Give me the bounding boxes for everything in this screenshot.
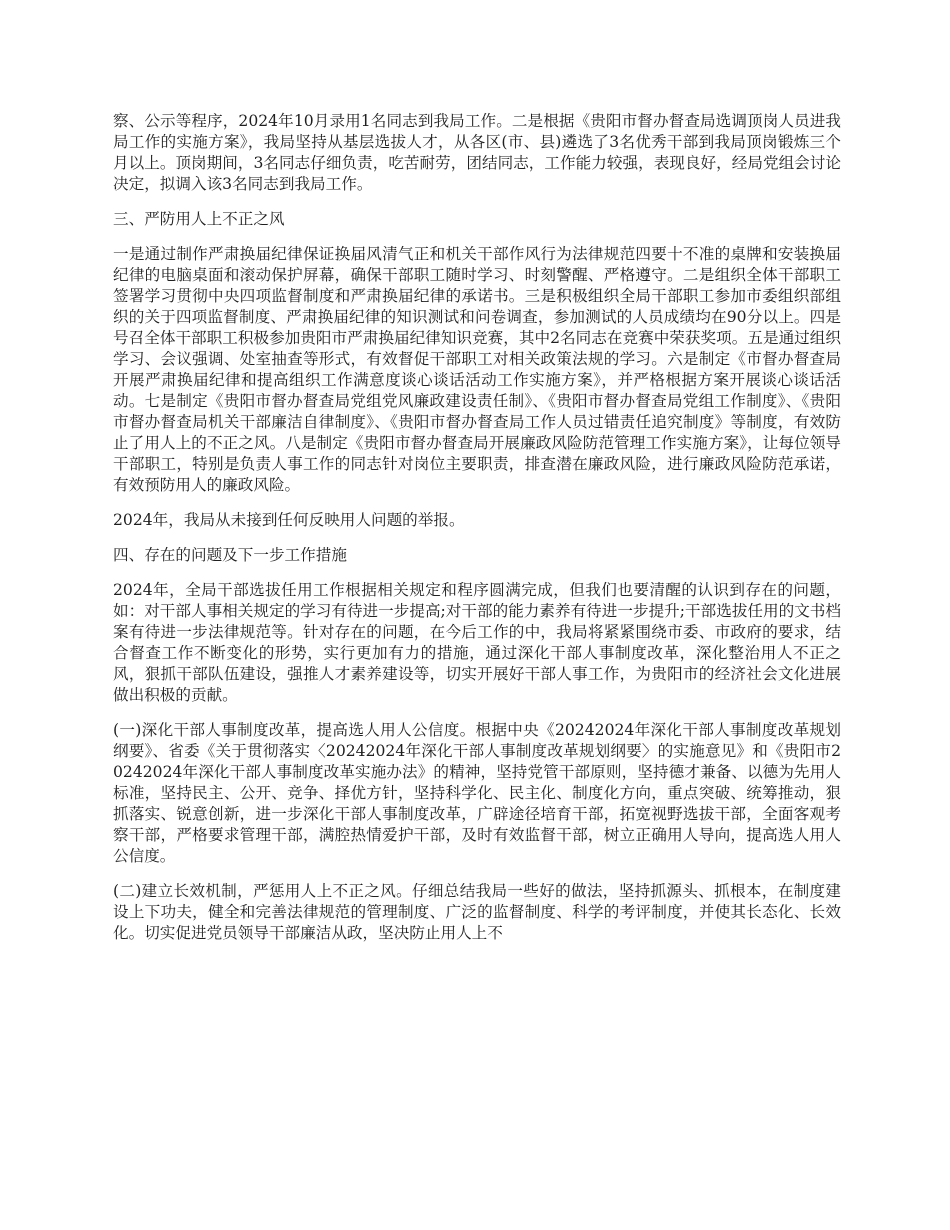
section-heading-4: 四、存在的问题及下一步工作措施: [113, 546, 347, 564]
paragraph-recruitment: 察、公示等程序，2024年10月录用1名同志到我局工作。二是根据《贵阳市督办督查局选调顶岗人员进我局工作的实施方案》，我局坚持从基层选拔人才，从各区(市、县)遴选了3名优秀干部到我局顶岗锻炼三个月以上。顶岗期间，3名同志仔细负责，吃苦耐劳，团结同志，工作能力较强，表现良好，经局党组会讨论决定，拟调入该3名同志到我局工作。: [113, 112, 842, 193]
paragraph-reform: (一)深化干部人事制度改革，提高选人用人公信度。根据中央《20242024年深化干部人事制度改革规划纲要》、省委《关于贯彻落实〈20242024年深化干部人事制度改革规划纲要〉的实施意见》和《贵阳市20242024年深化干部人事制度改革实施办法》的精神，坚持党管干部原则，坚持德才兼备、以德为先用人标准，坚持民主、公开、竞争、择优方针，坚持科学化、民主化、制度化方向，重点突破、统筹推动，狠抓落实、锐意创新，进一步深化干部人事制度改革，广辟途径培育干部，拓宽视野选拔干部，全面客观考察干部，严格要求管理干部，满腔热情爱护干部，及时有效监督干部，树立正确用人导向，提高选人用人公信度。: [113, 721, 841, 865]
paragraph-no-reports: 2024年，我局从未接到任何反映用人问题的举报。: [113, 511, 465, 529]
section-heading-3: 三、严防用人上不正之风: [113, 210, 285, 228]
paragraph-problems: 2024年，全局干部选拔任用工作根据相关规定和程序圆满完成，但我们也要清醒的认识到存在的问题，如：对干部人事相关规定的学习有待进一步提高;对干部的能力素养有待进一步提升;干部选拔任用的文书档案有待进一步法律规范等。针对存在的问题，在今后工作的中，我局将紧紧围绕市委、市政府的要求，结合督查工作不断变化的形势，实行更加有力的措施，通过深化干部人事制度改革，深化整治用人不正之风，狠抓干部队伍建设，强推人才素养建设等，切实开展好干部人事工作，为贵阳市的经济社会文化进展做出积极的贡献。: [113, 581, 841, 704]
paragraph-discipline-measures: 一是通过制作严肃换届纪律保证换届风清气正和机关干部作风行为法律规范四要十不准的桌牌和安装换届纪律的电脑桌面和滚动保护屏幕，确保干部职工随时学习、时刻警醒、严格遵守。二是组织全体干部职工签署学习贯彻中央四项监督制度和严肃换届纪律的承诺书。三是积极组织全局干部职工参加市委组织部组织的关于四项监督制度、严肃换届纪律的知识测试和问卷调查，参加测试的人员成绩均在90分以上。四是号召全体干部职工积极参加贵阳市严肃换届纪律知识竞赛，其中2名同志在竞赛中荣获奖项。五是通过组织学习、会议强调、处室抽查等形式，有效督促干部职工对相关政策法规的学习。六是制定《市督办督查局开展严肃换届纪律和提高组织工作满意度谈心谈话活动工作实施方案》，并严格根据方案开展谈心谈话活动。七是制定《贵阳市督办督查局党组党风廉政建设责任制》、《贵阳市督办督查局党组工作制度》、《贵阳市督办督查局机关干部廉洁自律制度》、《贵阳市督办督查局工作人员过错责任追究制度》等制度，有效防止了用人上的不正之风。八是制定《贵阳市督办督查局开展廉政风险防范管理工作实施方案》，让每位领导干部职工，特别是负责人事工作的同志针对岗位主要职责，排查潜在廉政风险，进行廉政风险防范承诺，有效预防用人的廉政风险。: [113, 245, 841, 494]
document-body: [113, 111, 841, 958]
paragraph-long-term-mechanism: (二)建立长效机制，严惩用人上不正之风。仔细总结我局一些好的做法，坚持抓源头、抓根本，在制度建设上下功夫，健全和完善法律规范的管理制度、广泛的监督制度、科学的考评制度，并使其长态化、长效化。切实促进党员领导干部廉洁从政，坚决防止用人上不: [113, 882, 841, 942]
